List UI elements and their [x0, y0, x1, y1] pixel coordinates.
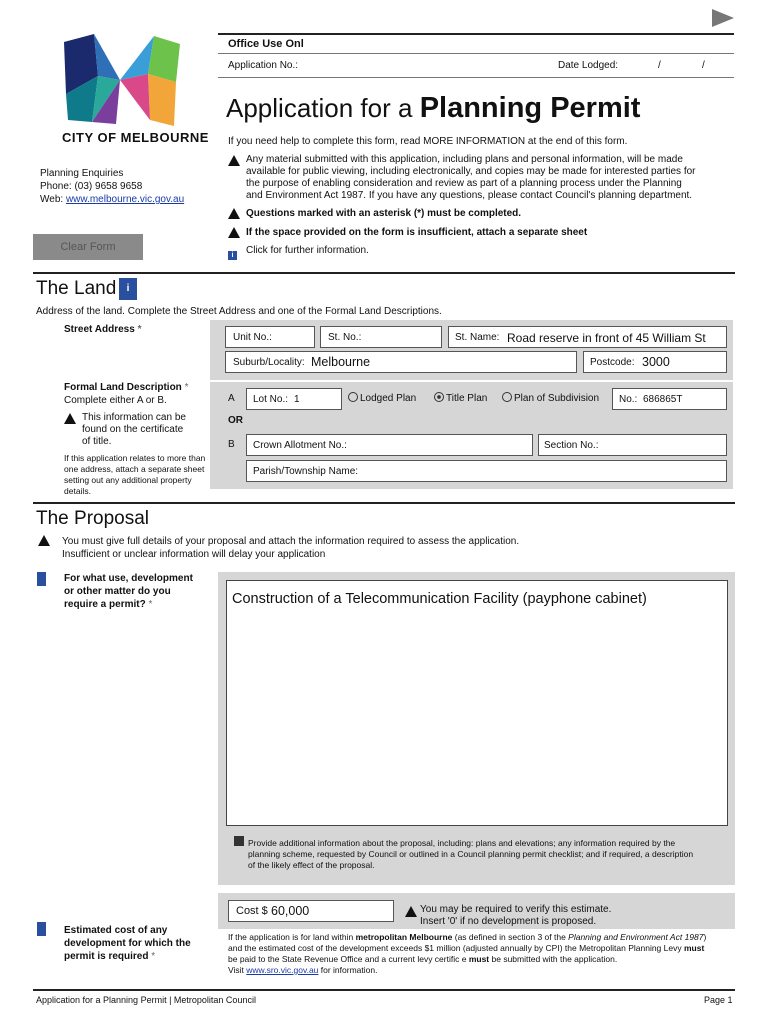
cost-question-asterisk: * — [151, 951, 156, 962]
street-address-asterisk: * — [137, 324, 142, 335]
click-info-text: Click for further information. — [246, 245, 369, 256]
use-question-text: require a permit? — [64, 599, 146, 610]
cost-info-icon[interactable] — [37, 922, 46, 936]
verify-note — [420, 904, 611, 928]
use-question-line-3 — [64, 598, 193, 611]
certificate-line-2: found on the certificate — [82, 424, 184, 435]
levy-line-2 — [228, 943, 733, 954]
footer-rule — [33, 989, 735, 991]
proposal-section-title: The Proposal — [36, 508, 150, 529]
plan-no-label: No.: — [619, 394, 638, 405]
radio-circle-icon — [348, 392, 358, 402]
land-info-icon[interactable]: i — [119, 278, 137, 300]
multi-line-3: setting out any additional property — [64, 475, 192, 485]
contact-block — [40, 167, 184, 206]
asterisk-notice: Questions marked with an asterisk (*) must be completed. — [246, 208, 522, 219]
levy-line-4c: for information. — [318, 965, 378, 975]
clear-form-button[interactable]: Clear Form — [33, 234, 143, 260]
land-section-title: The Land — [36, 278, 117, 299]
land-rule — [33, 272, 735, 274]
public-line-4: and Environment Act 1987. If you have any questions, please contact Council's planning department. — [246, 190, 693, 201]
help-text: If you need help to complete this form, read MORE INFORMATION at the end of this form. — [228, 136, 628, 147]
date-separator-2: / — [702, 60, 705, 71]
radio-selected-icon — [434, 392, 444, 402]
levy-line-1b: metropolitan Melbourne — [355, 932, 453, 942]
warning-icon — [228, 224, 240, 242]
melbourne-m-logo-icon — [58, 34, 184, 134]
verify-line-2: Insert '0' if no development is proposed. — [420, 916, 597, 927]
cost-question-line-1: Estimated cost of any — [64, 925, 168, 936]
certificate-note — [82, 412, 186, 448]
use-question-line-1: For what use, development — [64, 573, 193, 584]
option-b-label: B — [228, 439, 235, 450]
use-info-icon[interactable] — [37, 572, 46, 586]
proposal-warning — [62, 535, 519, 561]
cost-value: 60,000 — [271, 904, 310, 918]
warning-icon — [228, 152, 240, 170]
header-top-rule — [218, 33, 734, 35]
formal-land-label — [64, 381, 188, 407]
or-label: OR — [228, 415, 243, 426]
warning-icon — [405, 903, 417, 921]
contact-enquiries: Planning Enquiries — [40, 168, 124, 179]
levy-line-1e: ) — [703, 932, 707, 942]
title-plan-label: Title Plan — [446, 393, 488, 404]
levy-note — [228, 932, 733, 976]
footer-page-number: Page 1 — [704, 995, 733, 1005]
additional-line-1: Provide additional information about the proposal, including: plans and elevations; any information required by the — [248, 838, 676, 848]
cost-question-line-2: development for which the — [64, 938, 191, 949]
cost-question-text: permit is required — [64, 951, 149, 962]
contact-phone: Phone: (03) 9658 9658 — [40, 181, 143, 192]
street-name-value: Road reserve in front of 45 William St — [507, 331, 706, 345]
postcode-label: Postcode: — [590, 357, 635, 368]
levy-line-2b: must — [683, 943, 705, 953]
city-of-melbourne-logo — [58, 34, 188, 134]
logo-text: CITY OF MELBOURNE — [62, 130, 209, 145]
public-viewing-notice — [246, 154, 716, 202]
warning-icon — [38, 532, 50, 550]
postcode-value: 3000 — [642, 355, 670, 369]
formal-land-sub: Complete either A or B. — [64, 395, 167, 406]
subdivision-plan-radio[interactable] — [502, 392, 599, 404]
public-line-1: Any material submitted with this application, including plans and personal information, will be made — [246, 154, 683, 165]
proposal-use-field[interactable] — [226, 580, 728, 826]
subdivision-label: Plan of Subdivision — [514, 393, 600, 404]
warning-icon — [228, 205, 240, 223]
use-question-asterisk: * — [148, 599, 153, 610]
multiple-address-note — [64, 453, 205, 497]
street-address-text: Street Address — [64, 324, 135, 335]
levy-line-4a: Visit — [228, 965, 247, 975]
levy-line-4 — [228, 965, 733, 976]
levy-line-1a: If the application is for land within — [228, 932, 356, 942]
cost-question-line-3 — [64, 950, 191, 963]
suburb-value: Melbourne — [311, 355, 371, 369]
proposal-warning-line-2: Insufficient or unclear information will delay your application — [62, 549, 326, 560]
proposal-warning-line-1: You must give full details of your proposal and attach the information required to assess the application. — [62, 536, 520, 547]
proposal-rule — [33, 502, 735, 504]
sro-link[interactable]: www.sro.vic.gov.au — [246, 965, 319, 975]
multi-line-2: one address, attach a separate sheet — [64, 464, 205, 474]
levy-line-3 — [228, 954, 733, 965]
levy-line-1c: (as defined in section 3 of the — [452, 932, 569, 942]
formal-land-asterisk: * — [184, 382, 189, 393]
lodged-plan-label: Lodged Plan — [360, 393, 417, 404]
public-line-3: the purpose of enabling consideration and review as part of a planning process under the Planning — [246, 178, 682, 189]
lodged-plan-radio[interactable] — [348, 392, 416, 404]
lot-no-value: 1 — [294, 394, 300, 405]
radio-circle-icon — [502, 392, 512, 402]
page-title — [226, 92, 640, 125]
warning-icon — [64, 410, 76, 428]
next-page-arrow-icon[interactable] — [712, 9, 734, 27]
cost-label: Cost $ — [236, 905, 268, 917]
additional-info-note — [248, 838, 693, 871]
public-line-2: available for public viewing, including electronically, and copies may be made for interested parties for — [246, 166, 696, 177]
checkbox-icon[interactable] — [234, 836, 244, 846]
additional-line-2: planning scheme, requested by Council or outlined in a Council planning permit checklist; and if required, a description — [248, 849, 694, 859]
additional-line-3: of the likely effect of the proposal. — [248, 860, 375, 870]
crown-allotment-label: Crown Allotment No.: — [253, 440, 347, 451]
office-use-label: Office Use Onl — [228, 38, 304, 50]
levy-line-1 — [228, 932, 733, 943]
application-no-label: Application No.: — [228, 60, 299, 71]
date-lodged-label: Date Lodged: — [558, 60, 619, 71]
verify-line-1: You may be required to verify this estimate. — [420, 904, 612, 915]
levy-line-3b: must — [468, 954, 490, 964]
parish-label: Parish/Township Name: — [253, 466, 359, 477]
plan-no-value: 686865T — [643, 394, 683, 405]
suburb-label: Suburb/Locality: — [233, 357, 305, 368]
lot-no-label: Lot No.: — [253, 394, 289, 405]
use-question — [64, 572, 193, 611]
levy-line-2a: and the estimated cost of the development exceeds $1 million (adjusted annually by CPI) the Metropolitan Planning Levy — [228, 943, 684, 953]
contact-web-prefix: Web: — [40, 194, 66, 205]
page-title-bold: Planning Permit — [419, 92, 641, 124]
multi-line-4: details. — [64, 486, 91, 496]
levy-line-1d: Planning and Environment Act 1987 — [568, 932, 704, 942]
unit-no-label: Unit No.: — [233, 332, 272, 343]
option-a-label: A — [228, 393, 235, 404]
levy-line-3a: be paid to the State Revenue Office and a current levy certific e — [228, 954, 469, 964]
cost-question — [64, 924, 191, 963]
website-link[interactable]: www.melbourne.vic.gov.au — [65, 194, 185, 205]
date-separator-1: / — [658, 60, 661, 71]
street-address-label — [64, 324, 141, 335]
info-icon[interactable]: i — [228, 244, 237, 262]
section-no-label: Section No.: — [544, 440, 599, 451]
title-plan-radio[interactable] — [434, 392, 487, 404]
proposal-use-value: Construction of a Telecommunication Facility (payphone cabinet) — [232, 591, 647, 607]
multi-line-1: If this application relates to more than — [64, 453, 206, 463]
space-notice: If the space provided on the form is insufficient, attach a separate sheet — [246, 227, 588, 238]
formal-land-text: Formal Land Description — [64, 382, 182, 393]
certificate-line-3: of title. — [82, 436, 112, 447]
page-title-light: Application for a — [226, 93, 413, 123]
use-question-line-2: or other matter do you — [64, 586, 171, 597]
street-name-label: St. Name: — [455, 332, 500, 343]
footer-left: Application for a Planning Permit | Metropolitan Council — [36, 995, 256, 1005]
street-no-label: St. No.: — [328, 332, 362, 343]
land-description-text: Address of the land. Complete the Street Address and one of the Formal Land Descriptions. — [36, 306, 442, 317]
levy-line-3c: be submitted with the application. — [489, 954, 618, 964]
contact-web — [40, 193, 184, 206]
certificate-line-1: This information can be — [82, 412, 186, 423]
